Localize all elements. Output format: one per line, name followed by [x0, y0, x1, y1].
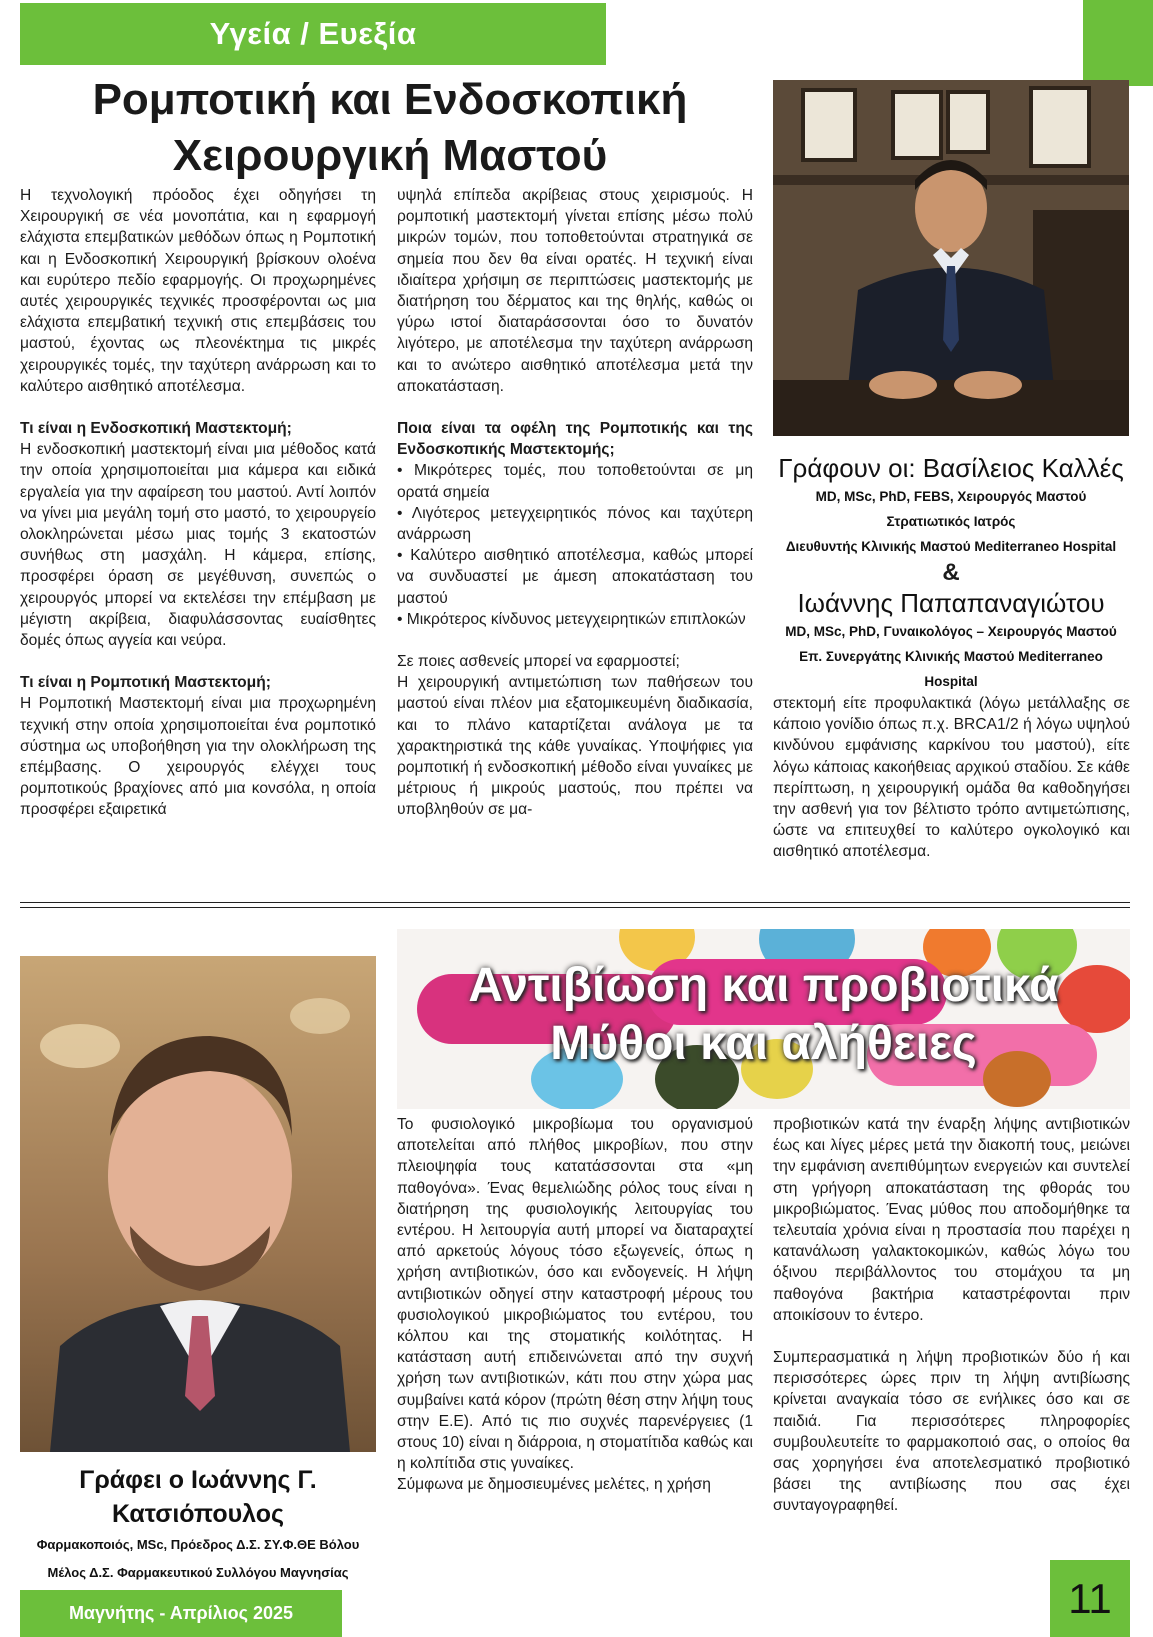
ampersand: &: [942, 559, 960, 586]
article-title: [20, 72, 760, 184]
benefit-item: • Μικρότερος κίνδυνος μετεγχειρητικών επιπλοκών: [397, 610, 746, 628]
article2-column-1: [397, 1114, 753, 1496]
microbiome-paragraph: Το φυσιολογικό μικροβίωμα του οργανισμού αποτελείται από πλήθος μικροβίων, που στην πλειοψηφία τους κατατάσσονται στα «μη παθογόνα». Ένας θεμελιώδης ρόλος τους είναι η διατήρηση της φυσιολογικής λειτουργίας του εντέρου. Η λειτουργία αυτή μπορεί να διαταραχτεί από αρκετούς λόγους τόσο εξωγενείς, όπως η χρήση αντιβιοτικών, όσο και ενδογενείς. Η λήψη αντιβιοτικών οδηγεί στην καταστροφή μέρους του φυσιολογικού μικροβιώματος του εντέρου, του κόλπου και της στοματικής κοιλότητας. Η κατάσταση αυτή επιδεινώνεται από την συχνή χρήση των αντιβιοτικών, κάτι που στην χώρα μας συμβαίνει κατά κόρον (πρώτη θέση στην λήψη τους στην Ε.Ε). Από τις πιο συχνές παρενέργειες (1 στους 10) είναι η διάρροια, η στοματίτιδα καθώς και η κολπίτιδα στις γυναίκες.: [397, 1116, 753, 1473]
subheading-candidates: Σε ποιες ασθενείς μπορεί να εφαρμοστεί;: [397, 653, 680, 671]
conclusion-paragraph: Συμπερασματικά η λήψη προβιοτικών δύο ή και περισσότερες ώρες πριν τη λήψη αντιβίωσης κρίνεται αναγκαία τόσο σε ενήλικες όσο και σε παιδιά. Για περισσότερες πληροφορίες συμβουλευτείτε το φαρμακοποιό σας, ο οποίος θα σας χορηγήσει ένα αποτελεσματικό προβιοτικό βάσει της αντιβίωσης που σας έχει συνταγογραφηθεί.: [773, 1349, 1130, 1515]
subheading-endoscopic: Τι είναι η Ενδοσκοπική Μαστεκτομή;: [20, 420, 292, 438]
publication-name: Μαγνήτης - Απρίλιος 2025: [68, 1603, 294, 1623]
author-membership: Μέλος Δ.Σ. Φαρμακευτικού Συλλόγου Μαγνησίας: [47, 1565, 349, 1580]
robotic-paragraph: Η Ρομποτική Μαστεκτομή είναι μια προχωρημένη τεχνική στην οποία χρησιμοποιείται ένα ρομποτικό σύστημα ως υποβοήθηση για την ολοκλήρωση της επέμβασης. Ο χειρουργός ελέγχει τους ρομποτικούς βραχίονες από μια κονσόλα, η οποία προσφέρει εξαιρετικά: [20, 695, 376, 819]
author-credentials: Φαρμακοποιός, MSc, Πρόεδρος Δ.Σ. ΣΥ.Φ.ΘΕ Βόλου: [36, 1537, 360, 1552]
author-2-position: Επ. Συνεργάτης Κλινικής Μαστού Mediterraneo Hospital: [799, 649, 1103, 689]
article1-column-2: [397, 185, 753, 821]
author-1-credentials: MD, MSc, PhD, FEBS, Χειρουργός Μαστού: [815, 489, 1087, 504]
section-tag: [20, 3, 606, 65]
subheading-benefits: Ποια είναι τα οφέλη της Ρομποτικής και της Ενδοσκοπικής Μαστεκτομής;: [397, 420, 753, 459]
doctor-portrait-illustration: [773, 80, 1129, 436]
candidates-paragraph: Η χειρουργική αντιμετώπιση των παθήσεων του μαστού είναι πλέον μια εξατομικευμένη διαδικασία, και το πλάνο καταρτίζεται ανάλογα με τα χαρακτηριστικά της κάθε γυναίκας. Υποψήφιες για ρομποτική ή ενδοσκοπική μέθοδο είναι γυναίκες με μέτριους ή μικρούς μαστούς, που πρέπει να υποβληθούν σε μα-: [397, 674, 753, 819]
article2-title: [397, 957, 1130, 1073]
author-1-role: Στρατιωτικός Ιατρός: [886, 514, 1016, 529]
article1-column-1: [20, 185, 376, 821]
page-number-text: 11: [1068, 1574, 1112, 1622]
endoscopic-paragraph: Η ενδοσκοπική μαστεκτομή είναι μια μέθοδος κατά την οποία χρησιμοποιείται μια κάμερα και ειδικά εργαλεία για την αφαίρεση του μαστού. Αντί λοιπόν να γίνει μια μεγάλη τομή στο μαστό, το χειρουργείο ολοκληρώνεται μέσω μιας τομής 3 εκατοστών συνήθως στη μασχάλη. Η κάμερα, επίσης, προσφέρει όραση σε μεγέθυνση, συνεπώς ο χειρουργός μπορεί να εκτελέσει την επέμβαση με μέγιστη ακρίβεια, διαφυλάσσοντας ευαίσθητες δομές όπως αγγεία και νεύρα.: [20, 441, 376, 650]
intro-paragraph: Η τεχνολογική πρόοδος έχει οδηγήσει τη Χειρουργική σε νέα μονοπάτια, και η εφαρμογή ελάχιστα επεμβατικών μεθόδων όπως η Ρομποτική και η Ενδοσκοπική Χειρουργική βρίσκουν ολοένα και ευρύτερο πεδίο εφαρμογής. Οι προχωρημένες αυτές χειρουργικές τεχνικές προσφέρονται ως μια ελάχιστα επεμβατική τεχνική στις επεμβάσεις του μαστού, έχοντας ως πλεονέκτημα τις μικρές χειρουργικές τομές, την ταχύτερη ανάρρωση και το καλύτερο αισθητικό αποτέλεσμα.: [20, 187, 376, 395]
benefit-item: • Καλύτερο αισθητικό αποτέλεσμα, καθώς μπορεί να συνδυαστεί με άμεση αποκατάσταση του μαστού: [397, 547, 753, 607]
author-photo-doctor: [773, 80, 1129, 436]
title-line-2: Χειρουργική Μαστού: [172, 131, 608, 180]
article-divider: [20, 902, 1130, 908]
article2-byline: [20, 1463, 376, 1587]
article1-column-3: [773, 693, 1130, 863]
candidates-paragraph-cont: στεκτομή είτε προφυλακτικά (λόγω μετάλλαξης σε κάποιο γονίδιο όπως π.χ. BRCA1/2 ή λόγω υψηλού κινδύνου εμφάνισης καρκίνου του μαστού), είτε λόγω κάποιας κακοήθειας αρχικού σταδίου. Σε κάθε περίπτωση, η χειρουργική ομάδα θα καθοδηγήσει την ασθενή για τον βέλτιστο τρόπο αντιμετώπισης, ώστε να επιτευχθεί το καλύτερο ογκολογικό και αισθητικό αποτέλεσμα.: [773, 695, 1130, 861]
author-2-credentials: MD, MSc, PhD, Γυναικολόγος – Χειρουργός Μαστού: [785, 624, 1117, 639]
article2-column-2: [773, 1114, 1130, 1517]
page-number: [1050, 1560, 1130, 1637]
author-name: Γράφει ο Ιωάννης Γ. Κατσιόπουλος: [79, 1466, 317, 1528]
author-1-position: Διευθυντής Κλινικής Μαστού Mediterraneo Hospital: [785, 539, 1117, 554]
article1-bylines: [773, 452, 1129, 694]
section-label: Υγεία / Ευεξία: [209, 16, 417, 51]
benefit-item: • Λιγότερος μετεγχειρητικός πόνος και ταχύτερη ανάρρωση: [397, 504, 753, 544]
author-1-name: Γράφουν οι: Βασίλειος Καλλές: [778, 453, 1124, 483]
author-photo-pharmacist: [20, 956, 376, 1452]
footer-tag: [20, 1590, 342, 1637]
article2-banner: [397, 929, 1130, 1109]
benefit-item: • Μικρότερες τομές, που τοποθετούνται σε μη ορατά σημεία: [397, 462, 753, 501]
studies-paragraph: Σύμφωνα με δημοσιευμένες μελέτες, η χρήση: [397, 1476, 711, 1494]
title-line-2: Μύθοι και αλήθειες: [550, 1017, 977, 1070]
title-line-1: Αντιβίωση και προβιοτικά: [468, 959, 1059, 1012]
author-2-name: Ιωάννης Παπαπαναγιώτου: [797, 588, 1105, 618]
title-line-1: Ρομποτική και Ενδοσκοπική: [92, 75, 688, 124]
pharmacist-portrait-illustration: [20, 956, 376, 1452]
corner-tab: [1083, 0, 1153, 86]
probiotics-paragraph: προβιοτικών κατά την έναρξη λήψης αντιβιοτικών έως και λίγες μέρες μετά την διακοπή τους, μειώνει την εμφάνιση ανεπιθύμητων ενεργειών και συντελεί στη γρήγορη αποκατάσταση της φθοράς του μικροβιώματος. Ένας μύθος που αποδομήθηκε τα τελευταία χρόνια είναι η προστασία που παρέχει η κατανάλωση γαλακτοκομικών, καθώς λόγω του όξινου περιβάλλοντος του στομάχου τα μη παθογόνα βακτήρια καταστρέφονται πριν αποικίσουν το έντερο.: [773, 1116, 1130, 1324]
robotic-paragraph-cont: υψηλά επίπεδα ακρίβειας στους χειρισμούς. Η ρομποτική μαστεκτομή γίνεται επίσης μέσω πολύ μικρών τομών, που τοποθετούνται στρατηγικά σε σημεία που δεν θα είναι ορατές. Η τεχνική είναι ιδιαίτερα χρήσιμη σε περιπτώσεις μαστεκτομής με διατήρηση του δέρματος και της θηλής, καθώς οι γύρω ιστοί διαταράσσονται όσο το δυνατόν λιγότερο, με αποτέλεσμα την ταχύτερη ανάρρωση και το ανώτερο αισθητικό αποτέλεσμα μετά την αποκατάσταση.: [397, 187, 753, 395]
subheading-robotic: Τι είναι η Ρομποτική Μαστεκτομή;: [20, 674, 271, 692]
